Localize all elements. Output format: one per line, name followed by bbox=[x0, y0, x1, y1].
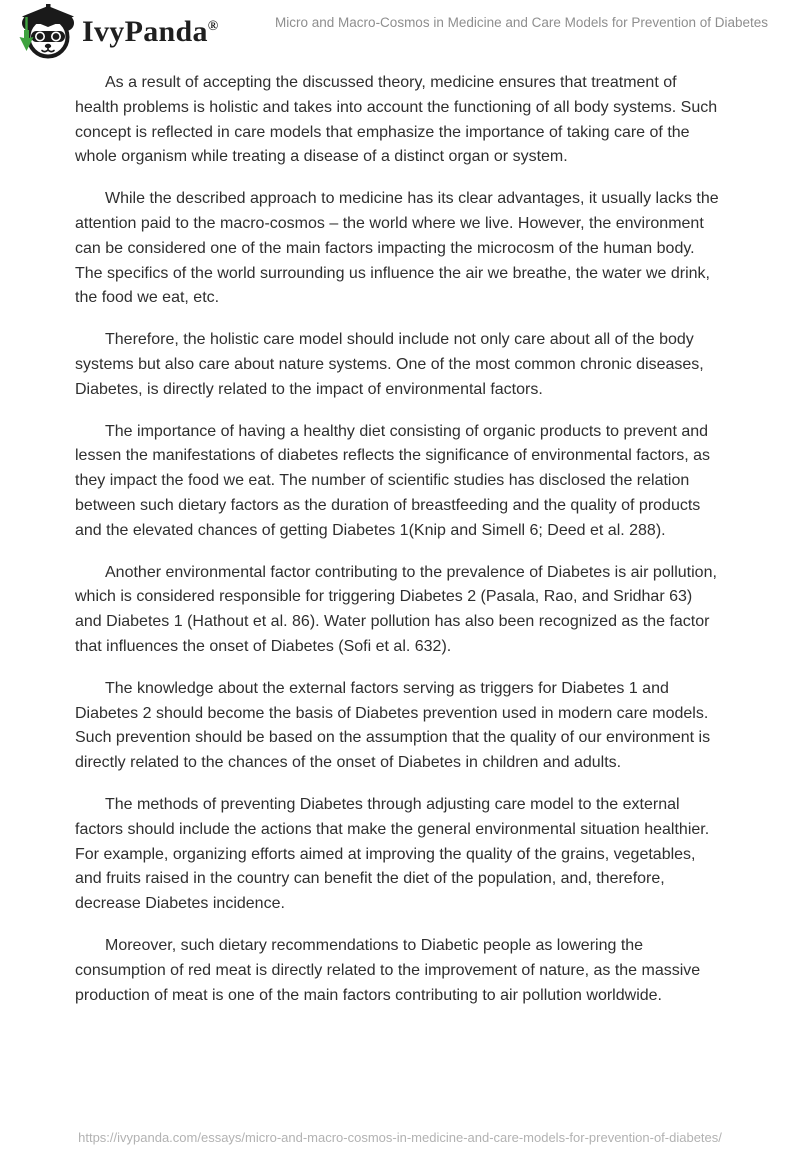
essay-paragraph: While the described approach to medicine has its clear advantages, it usually lacks the attention paid to the macro-cosmos – the world where we live. However, the environment can be considered one of the main factors impacting the microcosm of the human body. The specifics of the world surrounding us influence the air we breathe, the water we drink, the food we eat, etc. bbox=[75, 190, 719, 307]
essay-paragraph: Another environmental factor contributing to the prevalence of Diabetes is air pollution, which is considered responsible for triggering Diabetes 2 (Pasala, Rao, and Sridhar 63) and Diabetes 1 (Hathout et al. 86). Water pollution has also been recognized as the factor that influences the onset of Diabetes (Sofi et al. 632). bbox=[75, 563, 717, 655]
essay-paragraph: Therefore, the holistic care model should include not only care about all of the body systems but also care about nature systems. One of the most common chronic diseases, Diabetes, is directly related to the impact of environmental factors. bbox=[75, 331, 704, 398]
ivypanda-logo[interactable] bbox=[14, 4, 219, 60]
source-url-link[interactable]: https://ivypanda.com/essays/micro-and-macro-cosmos-in-medicine-and-care-models-for-prevention-of-diabetes/ bbox=[78, 1130, 722, 1145]
essay-paragraph: As a result of accepting the discussed theory, medicine ensures that treatment of health problems is holistic and takes into account the functioning of all body systems. Such concept is reflected in care models that emphasize the importance of taking care of the whole organism while treating a disease of a distinct organ or system. bbox=[75, 74, 718, 166]
running-header-title: Micro and Macro-Cosmos in Medicine and Care Models for Prevention of Diabetes bbox=[275, 15, 768, 30]
essay-paragraph: The knowledge about the external factors serving as triggers for Diabetes 1 and Diabetes 2 should become the basis of Diabetes prevention used in modern care models. Such prevention should be based on the assumption that the quality of our environment is directly related to the chances of the onset of Diabetes in children and adults. bbox=[75, 679, 711, 772]
brand-wordmark bbox=[82, 4, 219, 60]
essay-paragraph: Moreover, such dietary recommendations to Diabetic people as lowering the consumption of red meat is directly related to the improvement of nature, as the massive production of meat is one of the main factors contributing to air pollution worldwide. bbox=[75, 936, 701, 1004]
essay-paragraph: The importance of having a healthy diet consisting of organic products to prevent and lessen the manifestations of diabetes reflects the significance of environmental factors, as they impact the food we eat. The number of scientific studies has disclosed the relation between such dietary factors as the duration of breastfeeding and the quality of products and the elevated chances of getting Diabetes 1(Knip and Simell 6; Deed et al. 288). bbox=[75, 422, 711, 539]
panda-graduate-icon bbox=[14, 4, 76, 60]
registered-trademark-symbol: ® bbox=[207, 19, 219, 34]
page-header bbox=[0, 0, 800, 64]
brand-name: IvyPanda bbox=[82, 15, 208, 48]
essay-paragraph: The methods of preventing Diabetes through adjusting care model to the external factors should include the actions that make the general environmental situation healthier. For example, organizing efforts aimed at improving the quality of the grains, vegetables, and fruits raised in the country can benefit the diet of the population, and, therefore, decrease Diabetes incidence. bbox=[75, 795, 710, 913]
essay-body bbox=[75, 71, 720, 1025]
page-footer bbox=[0, 1129, 800, 1147]
